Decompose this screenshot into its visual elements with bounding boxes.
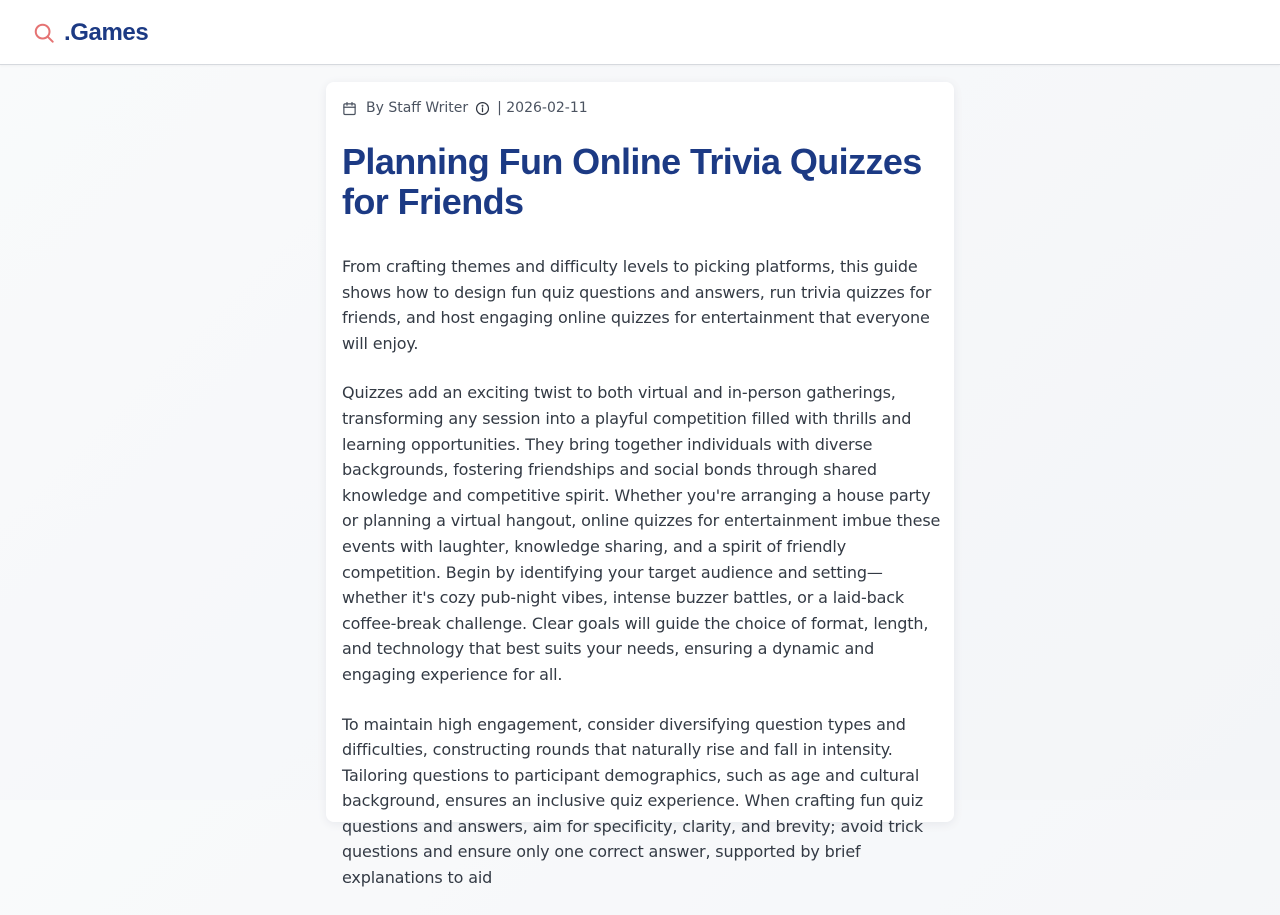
article-paragraph: From crafting themes and difficulty levels to picking platforms, this guide shows how to design fun quiz questions and answers, run trivia quizzes for friends, and host engaging online quizzes for entertainment that everyone will enjoy.	[342, 257, 932, 353]
article-title: Planning Fun Online Trivia Quizzes for Friends	[342, 141, 922, 222]
article-author: By Staff Writer	[366, 100, 469, 116]
brand-home-link[interactable]	[33, 18, 148, 48]
article-card	[326, 82, 954, 888]
calendar-icon	[342, 101, 357, 116]
top-navigation-bar	[0, 0, 1280, 65]
article-meta	[342, 98, 588, 118]
article-paragraph: To maintain high engagement, consider diversifying question types and difficulties, constructing rounds that naturally rise and fall in intensity. Tailoring questions to participant demographics, such as age and cultural background, ensures an inclusive quiz experience. When crafting fun quiz questions and answers, aim for specificity, clarity, and brevity; avoid trick questions and ensure only one correct answer, supported by brief explanations to aid	[342, 714, 924, 888]
info-icon[interactable]	[475, 101, 490, 116]
search-icon	[33, 22, 55, 44]
article-paragraph: Quizzes add an exciting twist to both virtual and in-person gatherings, transforming any session into a playful competition filled with thrills and learning opportunities. They bring together individuals with diverse backgrounds, fostering friendships and social bonds through shared knowledge and competitive spirit. Whether you're arranging a house party or planning a virtual hangout, online quizzes for entertainment imbue these events with laughter, knowledge sharing, and a spirit of friendly competition. Begin by identifying your target audience and setting—whether it's cozy pub-night vibes, intense buzzer battles, or a laid-back coffee-break challenge. Clear goals will guide the choice of format, length, and technology that best suits your needs, ensuring a dynamic and engaging experience for all.	[342, 383, 941, 684]
article-date: | 2026-02-11	[497, 100, 588, 116]
article-body	[342, 254, 942, 915]
brand-name: .Games	[64, 19, 149, 46]
